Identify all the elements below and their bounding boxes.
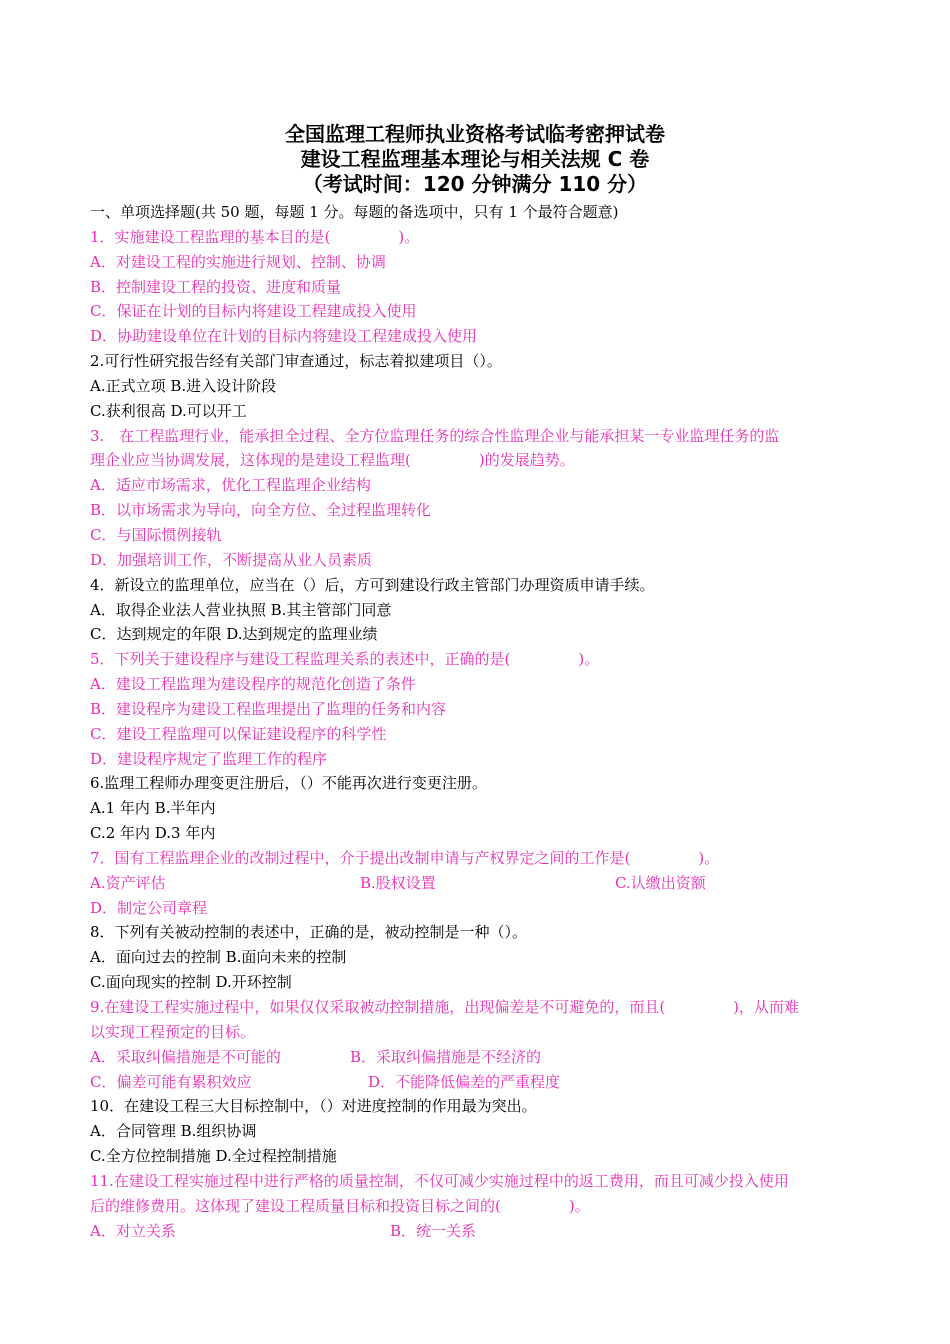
question-list (90, 200, 865, 1243)
question-9-stem-line-2: 以实现工程预定的目标。 (90, 1022, 256, 1041)
question-9-stem-line-1: 9.在建设工程实施过程中，如果仅仅采取被动控制措施，出现偏差是不可避免的，而且( )，从而难 (90, 998, 800, 1016)
question-9-options-cd (90, 1070, 865, 1095)
exam-info: （考试时间：120 分钟满分 110 分） (302, 172, 648, 196)
document-title: 全国监理工程师执业资格考试临考密押试卷 (285, 122, 665, 146)
question-5-option-a: A．建设工程监理为建设程序的规范化创造了条件 (90, 675, 416, 694)
question-4-options-ab: A．取得企业法人营业执照 B.其主管部门同意 (90, 600, 392, 619)
question-11-stem-line-1: 11.在建设工程实施过程中进行严格的质量控制，不仅可减少实施过程中的返工费用，而且可减少投入使用 (90, 1171, 789, 1190)
question-3-stem-line-2: 理企业应当协调发展，这体现的是建设工程监理( )的发展趋势。 (90, 451, 575, 470)
question-2-options-cd: C.获利很高 D.可以开工 (90, 401, 247, 420)
question-6-options-ab: A.1 年内 B.半年内 (90, 799, 216, 818)
question-10-options-cd: C.全方位控制措施 D.全过程控制措施 (90, 1147, 337, 1166)
question-6-stem: 6.监理工程师办理变更注册后，（）不能再次进行变更注册。 (90, 774, 487, 793)
question-7-option-c: C.认缴出资额 (615, 873, 706, 892)
question-11-stem-line-2: 后的维修费用。这体现了建设工程质量目标和投资目标之间的( )。 (90, 1196, 590, 1215)
question-11-option-b: B．统一关系 (390, 1221, 477, 1240)
question-7-option-d: D．制定公司章程 (90, 898, 208, 917)
question-3-stem-line-1: 3. 在工程监理行业，能承担全过程、全方位监理任务的综合性监理企业与能承担某一专业监理任务的监 (90, 426, 780, 445)
question-5-option-d: D．建设程序规定了监理工作的程序 (90, 749, 328, 768)
question-3-option-d: D．加强培训工作，不断提高从业人员素质 (90, 550, 373, 569)
question-9-option-d: D．不能降低偏差的严重程度 (368, 1072, 561, 1091)
question-8-options-cd: C.面向现实的控制 D.开环控制 (90, 973, 292, 992)
document-subtitle: 建设工程监理基本理论与相关法规 C 卷 (300, 147, 650, 171)
question-9-option-b: B．采取纠偏措施是不经济的 (350, 1047, 542, 1066)
title-block (0, 122, 950, 197)
question-10-stem: 10．在建设工程三大目标控制中，（）对进度控制的作用最为突出。 (90, 1097, 537, 1116)
question-8-stem: 8．下列有关被动控制的表述中，正确的是，被动控制是一种（）。 (90, 923, 528, 942)
question-3-option-a: A．适应市场需求，优化工程监理企业结构 (90, 476, 371, 495)
question-11-option-a: A．对立关系 (90, 1221, 176, 1240)
question-1-option-a: A．对建设工程的实施进行规划、控制、协调 (90, 252, 386, 271)
question-1-option-b: B．控制建设工程的投资、进度和质量 (90, 277, 342, 296)
question-1-option-d: D．协助建设单位在计划的目标内将建设工程建成投入使用 (90, 327, 478, 346)
question-5-option-c: C．建设工程监理可以保证建设程序的科学性 (90, 724, 387, 743)
question-5-stem: 5．下列关于建设程序与建设工程监理关系的表述中，正确的是( )。 (90, 650, 600, 669)
question-7-option-b: B.股权设置 (360, 873, 436, 892)
question-2-stem: 2.可行性研究报告经有关部门审查通过，标志着拟建项目（）。 (90, 352, 502, 371)
question-1-stem: 1．实施建设工程监理的基本目的是( )。 (90, 227, 420, 246)
question-8-options-ab: A．面向过去的控制 B.面向未来的控制 (90, 948, 347, 967)
question-4-stem: 4．新设立的监理单位，应当在（）后，方可到建设行政主管部门办理资质申请手续。 (90, 575, 655, 594)
question-11-options-ab (90, 1219, 865, 1244)
question-3-option-c: C．与国际惯例接轨 (90, 525, 222, 544)
question-9-option-a: A．采取纠偏措施是不可能的 (90, 1047, 281, 1066)
question-4-options-cd: C．达到规定的年限 D.达到规定的监理业绩 (90, 625, 378, 644)
question-5-option-b: B．建设程序为建设工程监理提出了监理的任务和内容 (90, 699, 447, 718)
question-10-options-ab: A．合同管理 B.组织协调 (90, 1122, 257, 1141)
question-9-option-c: C．偏差可能有累积效应 (90, 1072, 252, 1091)
question-2-options-ab: A.正式立项 B.进入设计阶段 (90, 376, 277, 395)
question-7-option-a: A.资产评估 (90, 873, 166, 892)
section-heading: 一、单项选择题(共 50 题，每题 1 分。每题的备选项中，只有 1 个最符合题意) (90, 203, 619, 221)
question-6-options-cd: C.2 年内 D.3 年内 (90, 824, 216, 843)
question-7-stem: 7．国有工程监理企业的改制过程中，介于提出改制申请与产权界定之间的工作是( )。 (90, 848, 720, 867)
question-9-options-ab (90, 1045, 865, 1070)
question-3-option-b: B．以市场需求为导向，向全方位、全过程监理转化 (90, 501, 432, 520)
question-7-options-abc (90, 871, 865, 896)
question-1-option-c: C．保证在计划的目标内将建设工程建成投入使用 (90, 302, 417, 321)
